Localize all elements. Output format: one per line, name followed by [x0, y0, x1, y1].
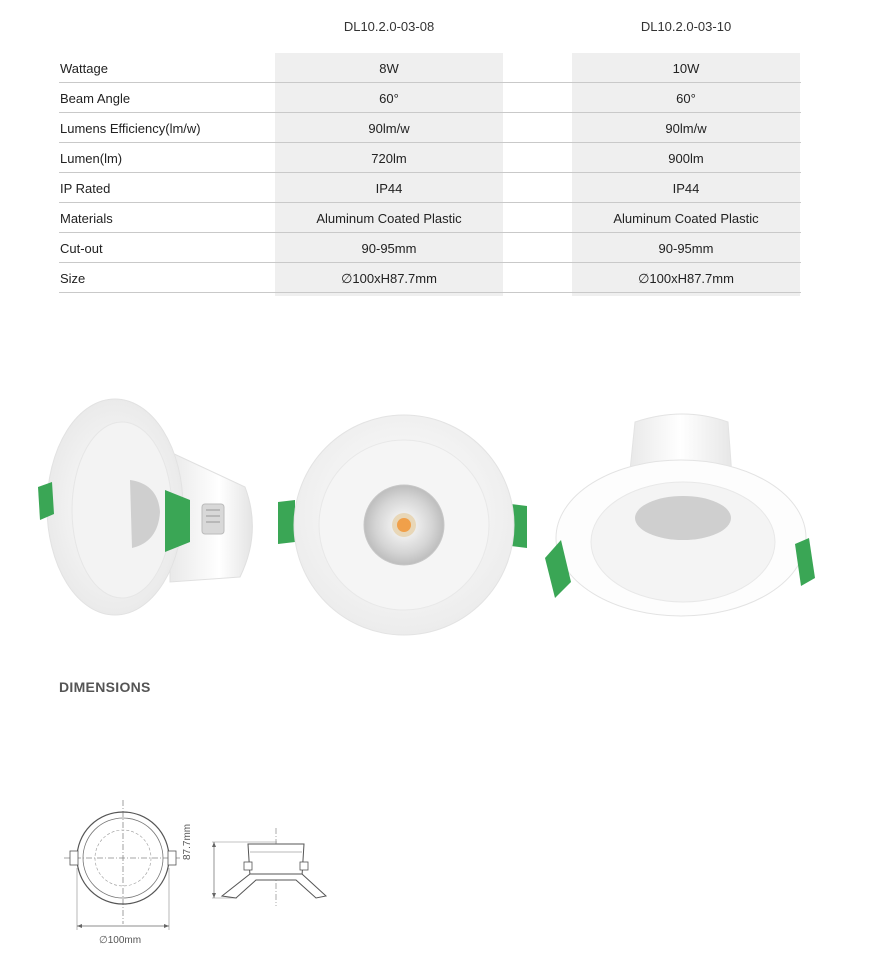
model-header-1: DL10.2.0-03-08	[343, 19, 435, 34]
row-label: Materials	[60, 211, 113, 226]
model-header-2: DL10.2.0-03-10	[640, 19, 732, 34]
downlight-rear-view-image	[543, 410, 821, 620]
diameter-label: ∅100mm	[99, 935, 142, 946]
row-value-1: 60°	[379, 91, 399, 106]
table-row	[59, 173, 801, 203]
row-value-2: 90lm/w	[665, 121, 707, 136]
row-value-1: 90lm/w	[368, 121, 410, 136]
row-value-2: 90-95mm	[658, 241, 714, 256]
row-value-2: ∅100xH87.7mm	[638, 271, 734, 286]
row-value-1: 720lm	[371, 151, 407, 166]
row-label: Beam Angle	[60, 91, 131, 106]
table-row	[59, 203, 801, 233]
row-value-2: 60°	[676, 91, 696, 106]
table-row	[59, 263, 801, 293]
row-label: Size	[60, 271, 86, 286]
row-label: IP Rated	[60, 181, 111, 196]
row-value-1: 8W	[379, 61, 399, 76]
row-value-1: 90-95mm	[361, 241, 417, 256]
table-row	[59, 143, 801, 173]
row-value-2: 900lm	[668, 151, 704, 166]
table-row	[59, 53, 801, 83]
dimension-side-view-drawing	[192, 826, 332, 908]
row-value-2: Aluminum Coated Plastic	[613, 211, 759, 226]
dimension-top-view-drawing	[62, 798, 184, 934]
downlight-side-view-image	[30, 392, 270, 622]
row-value-1: IP44	[375, 181, 403, 196]
row-value-2: IP44	[672, 181, 700, 196]
dimensions-title: DIMENSIONS	[59, 679, 151, 695]
row-value-1: Aluminum Coated Plastic	[316, 211, 462, 226]
row-value-1: ∅100xH87.7mm	[341, 271, 437, 286]
row-label: Lumens Efficiency(lm/w)	[60, 121, 201, 136]
row-label: Wattage	[60, 61, 108, 76]
table-row	[59, 233, 801, 263]
table-row	[59, 83, 801, 113]
spec-table	[59, 53, 801, 293]
row-label: Lumen(lm)	[60, 151, 123, 166]
row-value-2: 10W	[672, 61, 700, 76]
table-row	[59, 113, 801, 143]
downlight-front-view-image	[273, 414, 535, 636]
row-label: Cut-out	[60, 241, 103, 256]
height-label: 87.7mm	[182, 823, 193, 860]
